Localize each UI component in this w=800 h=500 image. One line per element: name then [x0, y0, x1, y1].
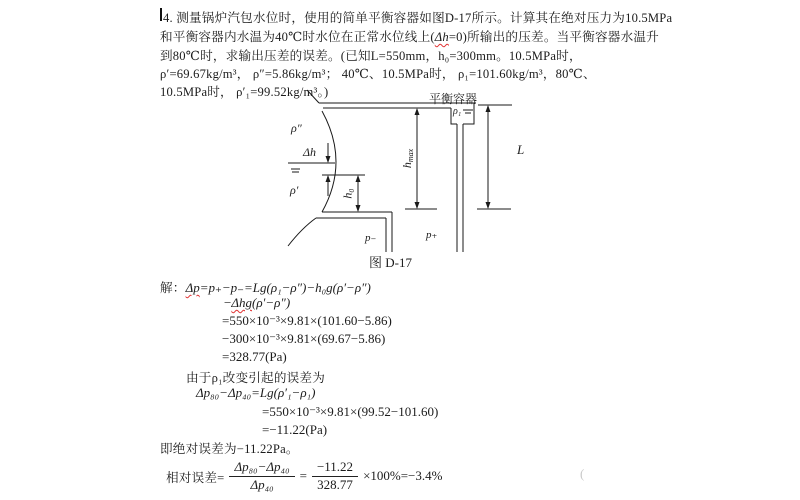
- problem-line-1: 4. 测量锅炉汽包水位时，使用的简单平衡容器如图D-17所示。计算其在绝对压力为10.5MPa: [163, 11, 673, 25]
- relative-error-line: [166, 457, 442, 495]
- solution-line-6: 由于ρ₁改变引起的误差为: [186, 371, 326, 385]
- figure-d17-drawing: [285, 85, 555, 275]
- water-level-lines: [288, 163, 365, 175]
- solution-line-1: [160, 277, 371, 296]
- solution-line-2-post: (ρ′−ρ″): [251, 295, 291, 310]
- delta-hg-marked: Δhg: [231, 295, 252, 310]
- problem-line-5: 10.5MPa时， ρ′₁=99.52kg/m³。): [160, 85, 329, 99]
- p-minus-label: p₋: [365, 232, 377, 244]
- h0-dimension-label: h₀: [340, 188, 355, 199]
- rho1-label: ρ₁: [453, 106, 462, 117]
- delta-p-marked: Δp: [185, 280, 200, 295]
- solution-line-2: [224, 295, 290, 311]
- equals-sign: =: [299, 468, 307, 483]
- delta-h-arrows: [326, 143, 331, 196]
- fraction-denominator: 328.77: [317, 476, 353, 492]
- problem-line-2-pre: 和平衡容器内水温为40℃时水位在正常水位线上(: [160, 30, 435, 44]
- stray-mark: (: [580, 466, 585, 481]
- L-dimension-label: L: [517, 142, 525, 157]
- solution-line-1-rest: =p₊−p₋=Lg(ρ₁−ρ″)−h₀g(ρ′−ρ″): [199, 280, 371, 295]
- problem-line-2: [160, 26, 659, 45]
- relative-error-fraction-numeric: [312, 460, 358, 493]
- relative-error-fraction-symbolic: [229, 460, 294, 493]
- solution-line-4: −300×10⁻³×9.81×(69.67−5.86): [222, 331, 386, 346]
- fraction-denominator: Δp₄₀: [250, 476, 274, 492]
- rho-doubleprime-label: ρ″: [291, 121, 302, 135]
- problem-line-4: ρ′=69.67kg/m³， ρ″=5.86kg/m³； 40℃、10.5MPa时， ρ₁=101.60kg/m³，80℃、: [160, 67, 596, 81]
- solution-line-9: =−11.22(Pa): [262, 422, 328, 437]
- solution-line-8: =550×10⁻³×9.81×(99.52−101.60): [262, 404, 439, 419]
- delta-h-marked: Δh: [434, 30, 449, 44]
- rho-prime-label: ρ′: [290, 183, 299, 197]
- p-plus-label: p₊: [426, 229, 438, 241]
- relative-error-label: 相对误差=: [166, 470, 225, 485]
- fraction-numerator: −11.22: [312, 460, 358, 477]
- L-dimension: [477, 105, 512, 209]
- solution-line-10: 即绝对误差为−11.22Pa。: [160, 442, 299, 456]
- solution-line-2-pre: −: [224, 295, 232, 310]
- problem-line-2-post: =0)所输出的压差。当平衡容器水温升: [448, 30, 659, 44]
- text-cursor: [160, 8, 162, 21]
- hmax-dimension-label: hmax: [400, 148, 416, 169]
- solution-line-7: Δp₈₀−Δp₄₀=Lg(ρ′₁−ρ₁): [196, 385, 316, 400]
- solution-label: 解：: [160, 281, 186, 295]
- balance-container-label: 平衡容器: [429, 92, 478, 106]
- fraction-numerator: Δp₈₀−Δp₄₀: [229, 460, 294, 477]
- solution-line-3: =550×10⁻³×9.81×(101.60−5.86): [222, 313, 392, 328]
- relative-error-result: ×100%=−3.4%: [363, 468, 443, 483]
- problem-line-3: 到80℃时，求输出压差的误差。(已知L=550mm，h₀=300mm。10.5MPa时，: [160, 49, 582, 63]
- solution-line-5: =328.77(Pa): [222, 349, 287, 364]
- drum-outline: [288, 111, 392, 252]
- delta-h-label: Δh: [303, 145, 317, 159]
- figure-caption: 图 D-17: [369, 255, 412, 270]
